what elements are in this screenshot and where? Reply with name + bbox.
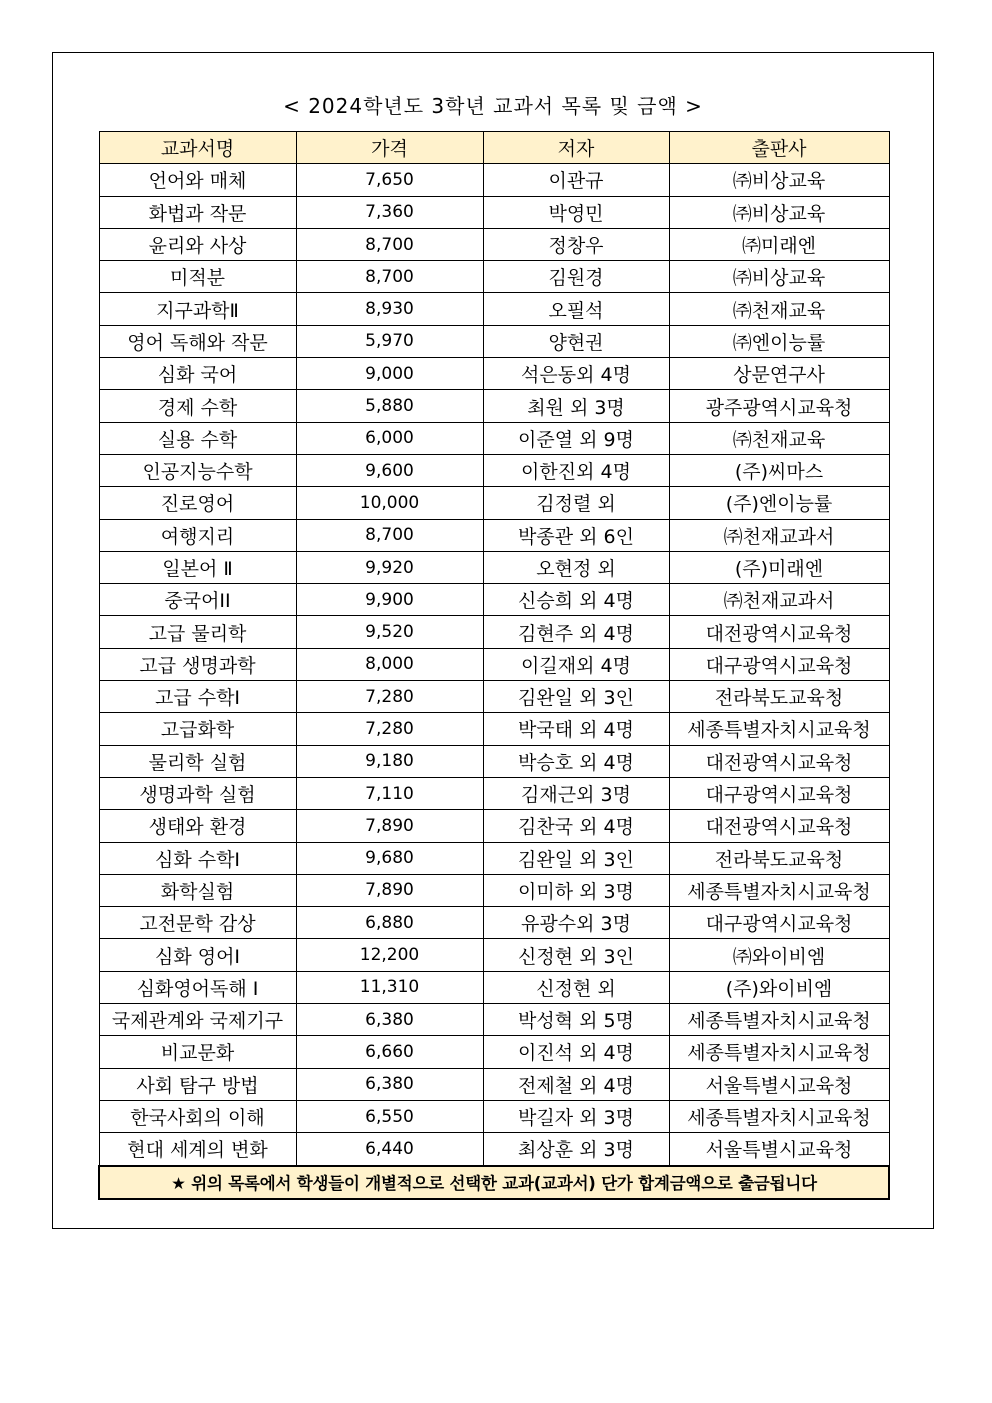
table-row: [99, 551, 889, 583]
cell-book: 경제 수학: [99, 390, 296, 422]
table-row: [99, 1068, 889, 1100]
cell-publisher: 대구광역시교육청: [669, 777, 889, 809]
cell-book: 고급 수학Ⅰ: [99, 681, 296, 713]
table-row: [99, 325, 889, 357]
cell-book: 일본어 Ⅱ: [99, 551, 296, 583]
cell-book: 화학실험: [99, 874, 296, 906]
header-author: 저자: [483, 132, 669, 164]
cell-author: 김찬국 외 4명: [483, 810, 669, 842]
table-row: [99, 616, 889, 648]
cell-price: 6,380: [296, 1004, 483, 1036]
cell-book: 심화 수학Ⅰ: [99, 842, 296, 874]
cell-publisher: 대전광역시교육청: [669, 810, 889, 842]
cell-book: 인공지능수학: [99, 454, 296, 486]
cell-publisher: ㈜와이비엠: [669, 939, 889, 971]
cell-publisher: 대구광역시교육청: [669, 648, 889, 680]
cell-publisher: (주)엔이능률: [669, 487, 889, 519]
table-row: [99, 971, 889, 1003]
cell-publisher: ㈜엔이능률: [669, 325, 889, 357]
header-book: 교과서명: [99, 132, 296, 164]
cell-publisher: ㈜천재교과서: [669, 584, 889, 616]
cell-price: 9,680: [296, 842, 483, 874]
cell-publisher: ㈜비상교육: [669, 261, 889, 293]
note-row: [99, 1166, 889, 1199]
cell-price: 7,890: [296, 810, 483, 842]
cell-author: 이관규: [483, 164, 669, 196]
cell-publisher: ㈜비상교육: [669, 196, 889, 228]
cell-author: 전제철 외 4명: [483, 1068, 669, 1100]
table-header-row: [99, 132, 889, 164]
cell-author: 김완일 외 3인: [483, 842, 669, 874]
cell-price: 5,970: [296, 325, 483, 357]
cell-publisher: 대전광역시교육청: [669, 616, 889, 648]
cell-author: 박영민: [483, 196, 669, 228]
cell-price: 9,920: [296, 551, 483, 583]
page-title: < 2024학년도 3학년 교과서 목록 및 금액 >: [283, 94, 703, 118]
cell-price: 9,520: [296, 616, 483, 648]
cell-publisher: 서울특별시교육청: [669, 1068, 889, 1100]
table-row: [99, 261, 889, 293]
table-row: [99, 1133, 889, 1166]
cell-price: 7,110: [296, 777, 483, 809]
cell-book: 여행지리: [99, 519, 296, 551]
cell-book: 고급 생명과학: [99, 648, 296, 680]
table-row: [99, 584, 889, 616]
cell-author: 이길재외 4명: [483, 648, 669, 680]
cell-price: 6,550: [296, 1100, 483, 1132]
table-row: [99, 1004, 889, 1036]
cell-book: 생명과학 실험: [99, 777, 296, 809]
cell-price: 11,310: [296, 971, 483, 1003]
cell-book: 언어와 매체: [99, 164, 296, 196]
table-row: [99, 519, 889, 551]
cell-publisher: 상문연구사: [669, 358, 889, 390]
cell-price: 6,660: [296, 1036, 483, 1068]
table-row: [99, 293, 889, 325]
cell-author: 박승호 외 4명: [483, 745, 669, 777]
cell-price: 5,880: [296, 390, 483, 422]
cell-publisher: ㈜천재교과서: [669, 519, 889, 551]
cell-book: 고급 물리학: [99, 616, 296, 648]
cell-publisher: ㈜천재교육: [669, 422, 889, 454]
cell-publisher: (주)씨마스: [669, 454, 889, 486]
cell-author: 이미하 외 3명: [483, 874, 669, 906]
table-row: [99, 874, 889, 906]
cell-publisher: 세종특별자치시교육청: [669, 713, 889, 745]
cell-book: 실용 수학: [99, 422, 296, 454]
cell-author: 이한진외 4명: [483, 454, 669, 486]
cell-book: 지구과학Ⅱ: [99, 293, 296, 325]
cell-price: 6,000: [296, 422, 483, 454]
table-row: [99, 228, 889, 260]
cell-publisher: 세종특별자치시교육청: [669, 874, 889, 906]
cell-author: 오필석: [483, 293, 669, 325]
cell-publisher: 세종특별자치시교육청: [669, 1004, 889, 1036]
cell-author: 최상훈 외 3명: [483, 1133, 669, 1166]
table-row: [99, 196, 889, 228]
cell-author: 신승희 외 4명: [483, 584, 669, 616]
cell-price: 8,700: [296, 261, 483, 293]
cell-price: 8,700: [296, 519, 483, 551]
cell-author: 김원경: [483, 261, 669, 293]
cell-author: 박종관 외 6인: [483, 519, 669, 551]
cell-publisher: 대전광역시교육청: [669, 745, 889, 777]
cell-book: 심화 영어Ⅰ: [99, 939, 296, 971]
cell-book: 물리학 실험: [99, 745, 296, 777]
table-row: [99, 422, 889, 454]
cell-author: 김재근외 3명: [483, 777, 669, 809]
textbook-table: [98, 131, 890, 1200]
table-row: [99, 939, 889, 971]
cell-book: 영어 독해와 작문: [99, 325, 296, 357]
cell-book: 심화 국어: [99, 358, 296, 390]
cell-price: 6,880: [296, 907, 483, 939]
cell-author: 박길자 외 3명: [483, 1100, 669, 1132]
cell-author: 신정현 외 3인: [483, 939, 669, 971]
cell-book: 미적분: [99, 261, 296, 293]
cell-publisher: (주)와이비엠: [669, 971, 889, 1003]
cell-author: 석은동외 4명: [483, 358, 669, 390]
cell-publisher: 광주광역시교육청: [669, 390, 889, 422]
cell-book: 화법과 작문: [99, 196, 296, 228]
cell-price: 6,440: [296, 1133, 483, 1166]
cell-price: 9,000: [296, 358, 483, 390]
cell-publisher: 대구광역시교육청: [669, 907, 889, 939]
table-row: [99, 713, 889, 745]
cell-publisher: ㈜비상교육: [669, 164, 889, 196]
cell-price: 9,180: [296, 745, 483, 777]
table-row: [99, 907, 889, 939]
cell-book: 현대 세계의 변화: [99, 1133, 296, 1166]
cell-book: 고전문학 감상: [99, 907, 296, 939]
cell-author: 이진석 외 4명: [483, 1036, 669, 1068]
cell-author: 김현주 외 4명: [483, 616, 669, 648]
cell-price: 7,280: [296, 713, 483, 745]
table-row: [99, 1036, 889, 1068]
cell-author: 박국태 외 4명: [483, 713, 669, 745]
table-row: [99, 164, 889, 196]
cell-author: 정창우: [483, 228, 669, 260]
cell-publisher: 서울특별시교육청: [669, 1133, 889, 1166]
header-price: 가격: [296, 132, 483, 164]
cell-publisher: ㈜미래엔: [669, 228, 889, 260]
cell-author: 유광수외 3명: [483, 907, 669, 939]
cell-price: 12,200: [296, 939, 483, 971]
cell-author: 김완일 외 3인: [483, 681, 669, 713]
cell-book: 중국어II: [99, 584, 296, 616]
cell-book: 사회 탐구 방법: [99, 1068, 296, 1100]
cell-book: 진로영어: [99, 487, 296, 519]
cell-price: 9,600: [296, 454, 483, 486]
cell-author: 신정현 외: [483, 971, 669, 1003]
cell-publisher: 전라북도교육청: [669, 842, 889, 874]
table-row: [99, 648, 889, 680]
cell-book: 고급화학: [99, 713, 296, 745]
table-row: [99, 390, 889, 422]
cell-price: 8,000: [296, 648, 483, 680]
table-row: [99, 745, 889, 777]
cell-author: 오현정 외: [483, 551, 669, 583]
cell-author: 양현권: [483, 325, 669, 357]
cell-price: 9,900: [296, 584, 483, 616]
cell-book: 비교문화: [99, 1036, 296, 1068]
cell-price: 6,380: [296, 1068, 483, 1100]
cell-price: 10,000: [296, 487, 483, 519]
cell-author: 최원 외 3명: [483, 390, 669, 422]
table-row: [99, 1100, 889, 1132]
cell-publisher: (주)미래엔: [669, 551, 889, 583]
table-row: [99, 681, 889, 713]
cell-author: 이준열 외 9명: [483, 422, 669, 454]
table-row: [99, 454, 889, 486]
cell-price: 7,890: [296, 874, 483, 906]
cell-book: 심화영어독해 Ⅰ: [99, 971, 296, 1003]
cell-price: 7,360: [296, 196, 483, 228]
cell-publisher: ㈜천재교육: [669, 293, 889, 325]
table-row: [99, 842, 889, 874]
cell-price: 8,930: [296, 293, 483, 325]
table-row: [99, 358, 889, 390]
cell-price: 7,650: [296, 164, 483, 196]
header-publisher: 출판사: [669, 132, 889, 164]
document-frame: [52, 52, 934, 1229]
cell-book: 윤리와 사상: [99, 228, 296, 260]
table-row: [99, 777, 889, 809]
cell-author: 박성혁 외 5명: [483, 1004, 669, 1036]
note-text: ★ 위의 목록에서 학생들이 개별적으로 선택한 교과(교과서) 단가 합계금액으로 출금됩니다: [99, 1166, 889, 1199]
cell-price: 7,280: [296, 681, 483, 713]
cell-book: 한국사회의 이해: [99, 1100, 296, 1132]
cell-price: 8,700: [296, 228, 483, 260]
cell-publisher: 전라북도교육청: [669, 681, 889, 713]
table-row: [99, 810, 889, 842]
cell-author: 김정렬 외: [483, 487, 669, 519]
cell-book: 생태와 환경: [99, 810, 296, 842]
table-row: [99, 487, 889, 519]
cell-book: 국제관계와 국제기구: [99, 1004, 296, 1036]
cell-publisher: 세종특별자치시교육청: [669, 1036, 889, 1068]
cell-publisher: 세종특별자치시교육청: [669, 1100, 889, 1132]
